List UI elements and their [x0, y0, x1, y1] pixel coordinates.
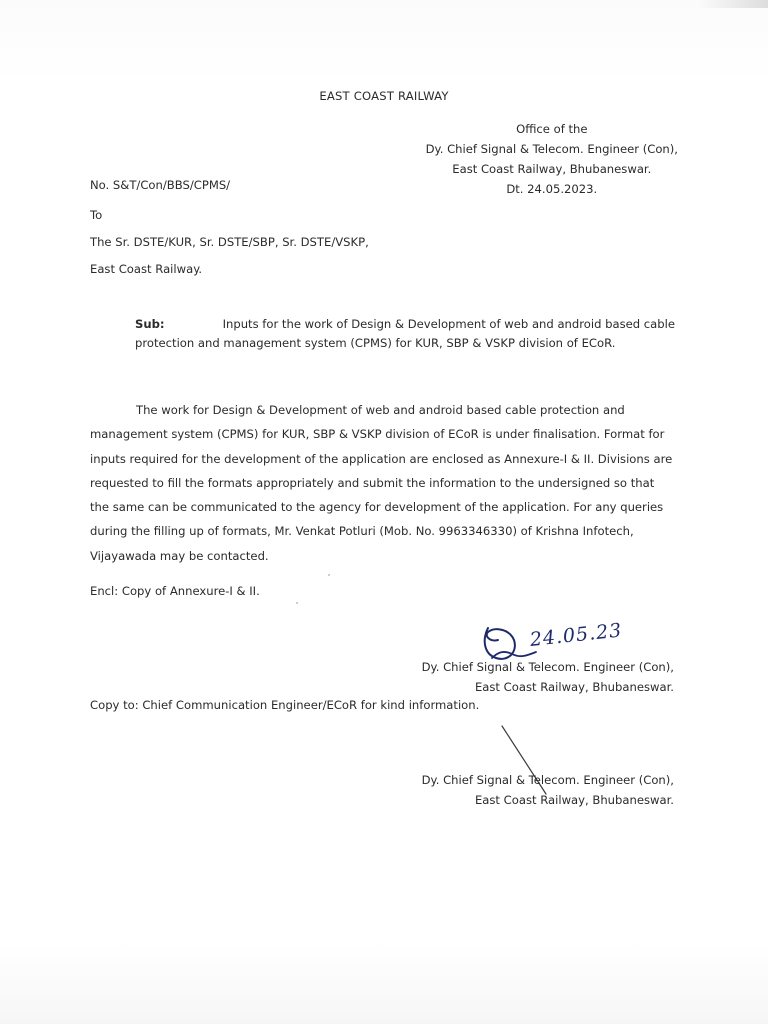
- scan-speck: [296, 602, 298, 604]
- addressee-line: East Coast Railway.: [90, 262, 203, 276]
- addressee-line: The Sr. DSTE/KUR, Sr. DSTE/SBP, Sr. DSTE/VSKP,: [90, 235, 369, 249]
- subject-block: [135, 315, 675, 353]
- signatory-organisation: East Coast Railway, Bhubaneswar.: [474, 793, 674, 807]
- subject-label: Sub:: [135, 317, 165, 331]
- letter-heading: EAST COAST RAILWAY: [319, 89, 449, 103]
- subject-text: Inputs for the work of Design & Development of web and android based cable: [222, 317, 675, 331]
- signatory-designation: Dy. Chief Signal & Telecom. Engineer (Con),: [421, 773, 674, 787]
- office-line: Office of the: [516, 122, 588, 136]
- enclosure-note: Encl: Copy of Annexure-I & II.: [90, 584, 260, 598]
- copy-to-line: Copy to: Chief Communication Engineer/ECoR for kind information.: [90, 698, 480, 712]
- body-line: requested to fill the formats appropriately and submit the information to the undersigned so that: [90, 475, 655, 490]
- office-block: [426, 119, 678, 199]
- body-line: the same can be communicated to the agency for development of the application. For any queries: [90, 500, 664, 515]
- signature-1-date: 24.05.23: [528, 619, 624, 651]
- scan-shadow: [698, 0, 768, 8]
- letter-date: Dt. 24.05.2023.: [506, 182, 598, 196]
- reference-number: No. S&T/Con/BBS/CPMS/: [90, 178, 231, 192]
- to-label: To: [90, 208, 103, 222]
- body-paragraph: [90, 398, 675, 568]
- body-line: inputs required for the development of the application are enclosed as Annexure-I & II. Divisions are: [90, 451, 673, 466]
- subject-text: protection and management system (CPMS) for KUR, SBP & VSKP division of ECoR.: [135, 336, 616, 350]
- signatory-organisation: East Coast Railway, Bhubaneswar.: [474, 680, 674, 694]
- scan-speck: [328, 574, 330, 576]
- signatory-designation: Dy. Chief Signal & Telecom. Engineer (Con),: [421, 660, 674, 674]
- body-line: management system (CPMS) for KUR, SBP & VSKP division of ECoR is under finalisation. Format for: [90, 427, 665, 442]
- body-line: The work for Design & Development of web and android based cable protection and: [136, 403, 625, 417]
- office-line: East Coast Railway, Bhubaneswar.: [452, 162, 652, 176]
- office-line: Dy. Chief Signal & Telecom. Engineer (Con),: [425, 142, 678, 156]
- body-line: during the filling up of formats, Mr. Venkat Potluri (Mob. No. 9963346330) of Krishna Infotech,: [90, 524, 634, 539]
- subject-line: [135, 315, 675, 334]
- body-line: Vijayawada may be contacted.: [90, 548, 269, 563]
